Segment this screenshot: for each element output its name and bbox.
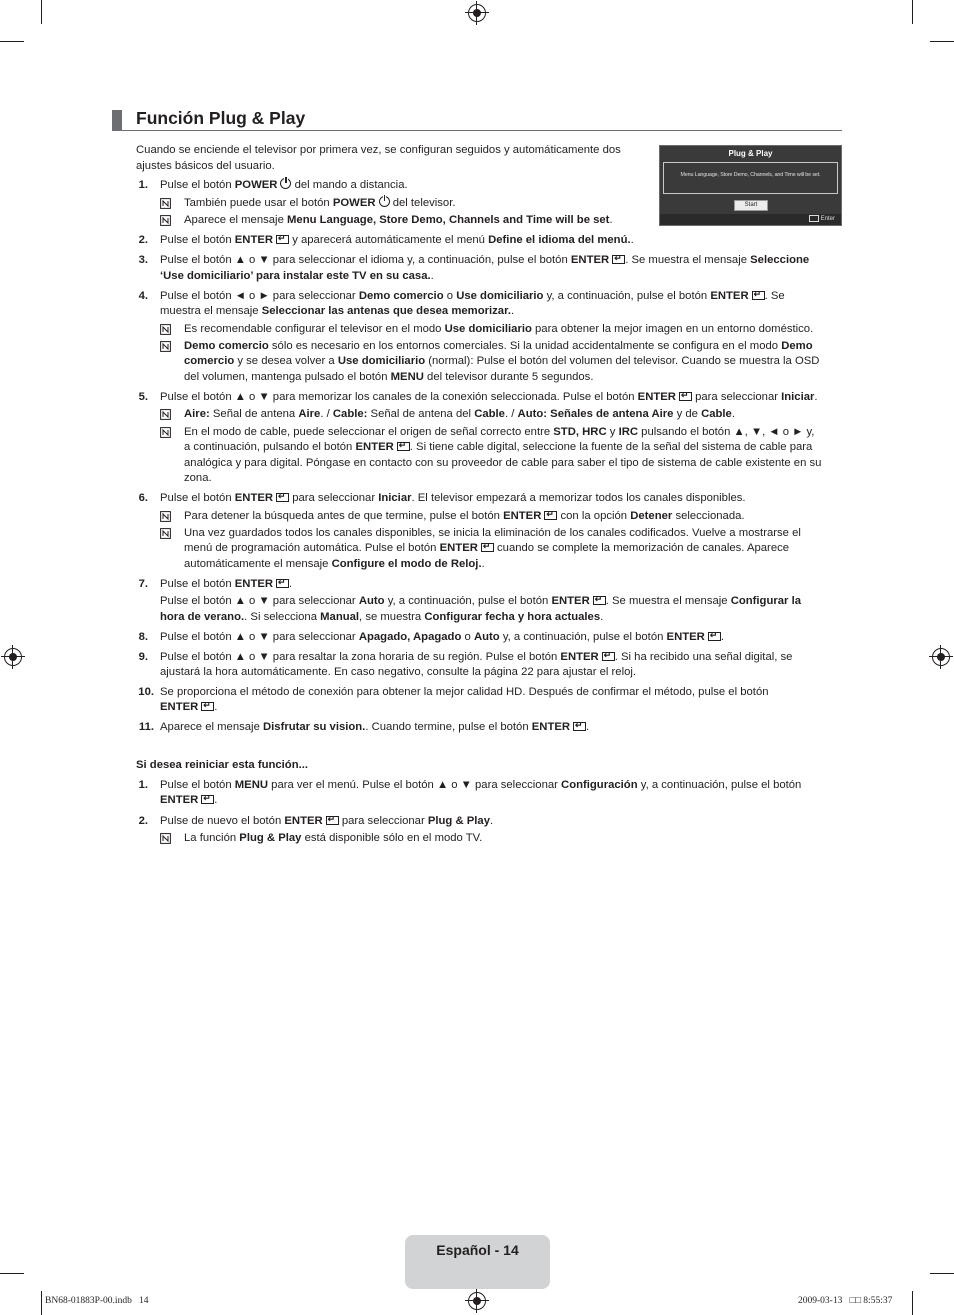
osd-plug-and-play-screen	[659, 145, 842, 226]
reset-step-1-cont: ENTER↵ .	[160, 793, 217, 809]
note: En el modo de cable, puede seleccionar el origen de señal correcto entre STD, HRC y IRC pulsando el botón ▲, ▼, ◄ o ► y,	[184, 426, 815, 438]
note-icon	[160, 198, 171, 209]
note-icon	[160, 511, 171, 522]
reset-step-1: Pulse el botón MENU para ver el menú. Pulse el botón ▲ o ▼ para seleccionar Configuración y, a continuación, pulse el botón	[160, 779, 802, 791]
enter-key-icon	[708, 632, 721, 641]
reset-heading: Si desea reiniciar esta función...	[136, 759, 309, 771]
note: También puede usar el botón POWER del televisor.	[184, 197, 456, 209]
enter-key-icon	[573, 722, 586, 731]
enter-key-icon	[679, 392, 692, 401]
crop-mark	[912, 0, 913, 24]
note-cont: del volumen, mantenga pulsado el botón MENU del televisor durante 5 segundos.	[184, 371, 594, 383]
step-3-cont: ‘Use domiciliario’ para instalar este TV en su casa..	[160, 270, 434, 282]
step-6: Pulse el botón ENTER↵ para seleccionar Iniciar. El televisor empezará a memorizar todos los canales disponibles.	[160, 491, 746, 507]
note: Aire: Señal de antena Aire. / Cable: Señal de antena del Cable. / Auto: Señales de antena Aire y de Cable.	[184, 408, 735, 420]
step-4: Pulse el botón ◄ o ► para seleccionar Demo comercio o Use domiciliario y, a continuación, pulse el botón ENTER↵ . Se	[160, 289, 785, 305]
crop-mark	[930, 1273, 954, 1274]
crop-mark	[41, 1291, 42, 1315]
osd-start-button: Start	[734, 200, 768, 211]
title-marker	[112, 110, 122, 130]
crop-mark	[930, 41, 954, 42]
step-number: 1.	[138, 179, 148, 191]
step-9-cont: ajustará la hora automáticamente. En caso negativo, consulte la página 22 para ajustar el reloj.	[160, 666, 637, 678]
note: Aparece el mensaje Menu Language, Store Demo, Channels and Time will be set.	[184, 214, 613, 226]
osd-title: Plug & Play	[728, 149, 773, 158]
registration-mark-icon	[468, 1292, 486, 1310]
crop-mark	[0, 1273, 24, 1274]
step-1: Pulse el botón POWER del mando a distancia.	[160, 179, 408, 191]
print-file-info: BN68-01883P-00.indb 14	[45, 1296, 149, 1306]
note: Una vez guardados todos los canales disponibles, se inicia la eliminación de los canales codificados. Vuelve a mostrarse el	[184, 527, 801, 539]
step-2: Pulse el botón ENTER↵ y aparecerá automáticamente el menú Define el idioma del menú..	[160, 233, 634, 249]
note: Demo comercio sólo es necesario en los entornos comerciales. Si la unidad accidentalmente se configura en el modo Demo	[184, 340, 813, 352]
note-cont: zona.	[184, 472, 212, 484]
note: La función Plug & Play está disponible sólo en el modo TV.	[184, 832, 483, 844]
step-number: 8.	[138, 631, 148, 643]
enter-key-icon	[481, 543, 494, 552]
step-number: 2.	[138, 815, 148, 827]
crop-mark	[41, 0, 42, 24]
osd-enter-hint: Enter	[809, 215, 835, 222]
step-number: 6.	[138, 492, 148, 504]
note-icon	[160, 427, 171, 438]
print-date-info: 2009-03-13 □□ 8:55:37	[798, 1296, 893, 1306]
enter-key-icon	[397, 442, 410, 451]
note-cont: automáticamente el mensaje Configure el modo de Reloj..	[184, 558, 485, 570]
step-5: Pulse el botón ▲ o ▼ para memorizar los canales de la conexión seleccionada. Pulse el botón ENTER↵ para seleccionar Iniciar.	[160, 390, 818, 406]
step-number: 3.	[138, 254, 148, 266]
step-9: Pulse el botón ▲ o ▼ para resaltar la zona horaria de su región. Pulse el botón ENTER↵ . Si ha recibido una señal digital, se	[160, 650, 792, 666]
enter-key-icon	[809, 215, 819, 222]
crop-mark	[0, 41, 24, 42]
step-11: Aparece el mensaje Disfrutar su vision.. Cuando termine, pulse el botón ENTER↵ .	[160, 720, 589, 736]
note: Es recomendable configurar el televisor en el modo Use domiciliario para obtener la mejor imagen en un entorno doméstico.	[184, 323, 814, 335]
enter-key-icon	[612, 255, 625, 264]
step-number: 7.	[138, 578, 148, 590]
enter-key-icon	[276, 579, 289, 588]
step-7-cont: hora de verano.. Si selecciona Manual, se muestra Configurar fecha y hora actuales.	[160, 611, 604, 623]
enter-key-icon	[201, 702, 214, 711]
enter-key-icon	[752, 291, 765, 300]
step-4-cont: muestra el mensaje Seleccionar las antenas que desea memorizar..	[160, 305, 515, 317]
note: Para detener la búsqueda antes de que termine, pulse el botón ENTER↵ con la opción Detener seleccionada.	[184, 509, 745, 525]
step-number: 4.	[138, 290, 148, 302]
step-10: Se proporciona el método de conexión para obtener la mejor calidad HD. Después de confirmar el método, pulse el botón	[160, 686, 769, 698]
step-number: 5.	[138, 391, 148, 403]
step-10-cont: ENTER↵ .	[160, 700, 217, 716]
power-icon	[379, 196, 390, 207]
note-icon	[160, 409, 171, 420]
note-icon	[160, 324, 171, 335]
osd-footer	[660, 214, 841, 225]
step-number: 2.	[138, 234, 148, 246]
page-title: Función Plug & Play	[136, 108, 306, 128]
registration-mark-icon	[932, 648, 950, 666]
enter-key-icon	[544, 511, 557, 520]
power-icon	[280, 178, 291, 189]
enter-key-icon	[326, 816, 339, 825]
step-number: 10.	[138, 686, 154, 698]
intro-text: Cuando se enciende el televisor por primera vez, se configuran seguidos y automáticamente dos ajustes básicos del usuario.	[136, 144, 621, 172]
enter-key-icon	[276, 493, 289, 502]
registration-mark-icon	[468, 4, 486, 22]
step-number: 9.	[138, 651, 148, 663]
enter-key-icon	[602, 652, 615, 661]
note-icon	[160, 215, 171, 226]
note-icon	[160, 833, 171, 844]
crop-mark	[912, 1291, 913, 1315]
note-cont: analógica y para digital. Póngase en contacto con su proveedor de cable para saber el tipo de sistema de cable existente en su	[184, 457, 822, 469]
note-cont: comercio y se desea volver a Use domiciliario (normal): Pulse el botón del volumen del televisor. Cuando se muestra la OSD	[184, 355, 820, 367]
title-rule	[112, 130, 842, 131]
registration-mark-icon	[4, 648, 22, 666]
osd-message: Menu Language, Store Demo, Channels, and Time will be set.	[680, 172, 821, 178]
enter-key-icon	[593, 596, 606, 605]
step-8: Pulse el botón ▲ o ▼ para seleccionar Apagado, Apagado o Auto y, a continuación, pulse el botón ENTER↵ .	[160, 630, 724, 646]
note-icon	[160, 528, 171, 539]
enter-key-icon	[201, 795, 214, 804]
step-number: 1.	[138, 779, 148, 791]
enter-key-icon	[276, 235, 289, 244]
step-7: Pulse el botón ENTER↵ .	[160, 577, 292, 593]
step-3: Pulse el botón ▲ o ▼ para seleccionar el idioma y, a continuación, pulse el botón ENTER↵ . Se muestra el mensaje Seleccione	[160, 253, 809, 269]
page-number: Español - 14	[436, 1242, 519, 1258]
step-7-cont: Pulse el botón ▲ o ▼ para seleccionar Auto y, a continuación, pulse el botón ENTER↵ . Se muestra el mensaje Configurar la	[160, 594, 801, 610]
note-cont: menú de programación automática. Pulse el botón ENTER↵ cuando se complete la memorización de canales. Aparece	[184, 541, 789, 557]
reset-step-2: Pulse de nuevo el botón ENTER↵ para seleccionar Plug & Play.	[160, 814, 493, 830]
note-icon	[160, 341, 171, 352]
step-number: 11.	[138, 721, 154, 733]
osd-message-box	[663, 162, 838, 194]
note-cont: a continuación, pulsando el botón ENTER↵ . Si tiene cable digital, seleccione la fuente de la señal del sistema de cable para	[184, 440, 812, 456]
